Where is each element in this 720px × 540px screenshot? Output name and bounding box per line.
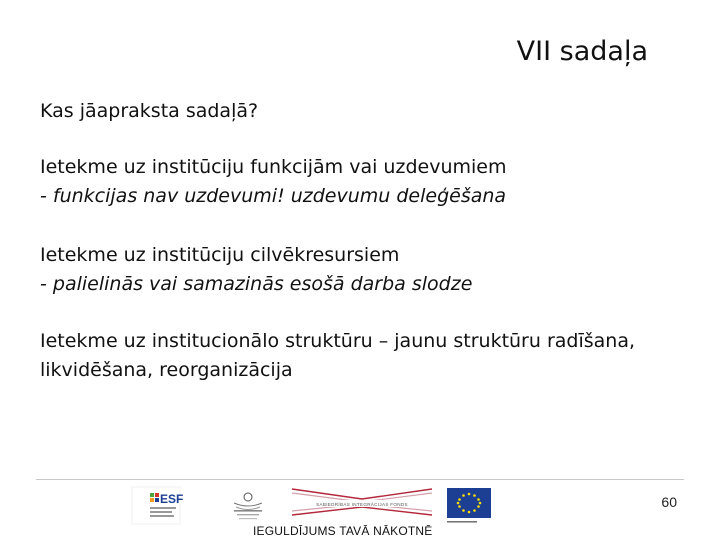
impact-human-resources-detail: - palielinās vai samazinās esošā darba slodze xyxy=(40,273,473,295)
eu-flag-icon xyxy=(447,488,491,523)
impact-functions-heading: Ietekme uz institūciju funkcijām vai uzdevumiem xyxy=(40,156,507,178)
footer-logos xyxy=(130,485,502,527)
slide-title: VII sadaļa xyxy=(516,36,648,67)
footer-divider xyxy=(36,479,684,480)
svg-text:SABIEDRĪBAS INTEGRĀCIJAS FONDS: SABIEDRĪBAS INTEGRĀCIJAS FONDS xyxy=(316,502,408,507)
impact-human-resources-block xyxy=(40,241,680,299)
section-question: Kas jāapraksta sadaļā? xyxy=(40,100,259,122)
page-number: 60 xyxy=(661,494,677,510)
impact-structure-block xyxy=(40,327,680,385)
impact-functions-detail: - funkcijas nav uzdevumi! uzdevumu deleģēšana xyxy=(40,185,507,207)
footer-caption: IEGULDĪJUMS TAVĀ NĀKOTNĒ xyxy=(253,524,433,538)
impact-human-resources-heading: Ietekme uz institūciju cilvēkresursiem xyxy=(40,244,400,266)
ministry-crest-icon xyxy=(234,493,262,519)
impact-structure-heading-line-1: Ietekme uz institucionālo struktūru – jaunu struktūru radīšana, xyxy=(40,330,636,352)
integration-fund-logo-icon xyxy=(292,489,432,515)
impact-structure-heading-line-2: likvidēšana, reorganizācija xyxy=(40,359,293,381)
impact-functions-block xyxy=(40,153,680,211)
esf-logo-icon xyxy=(132,487,183,524)
svg-text:ESF: ESF xyxy=(160,492,184,506)
